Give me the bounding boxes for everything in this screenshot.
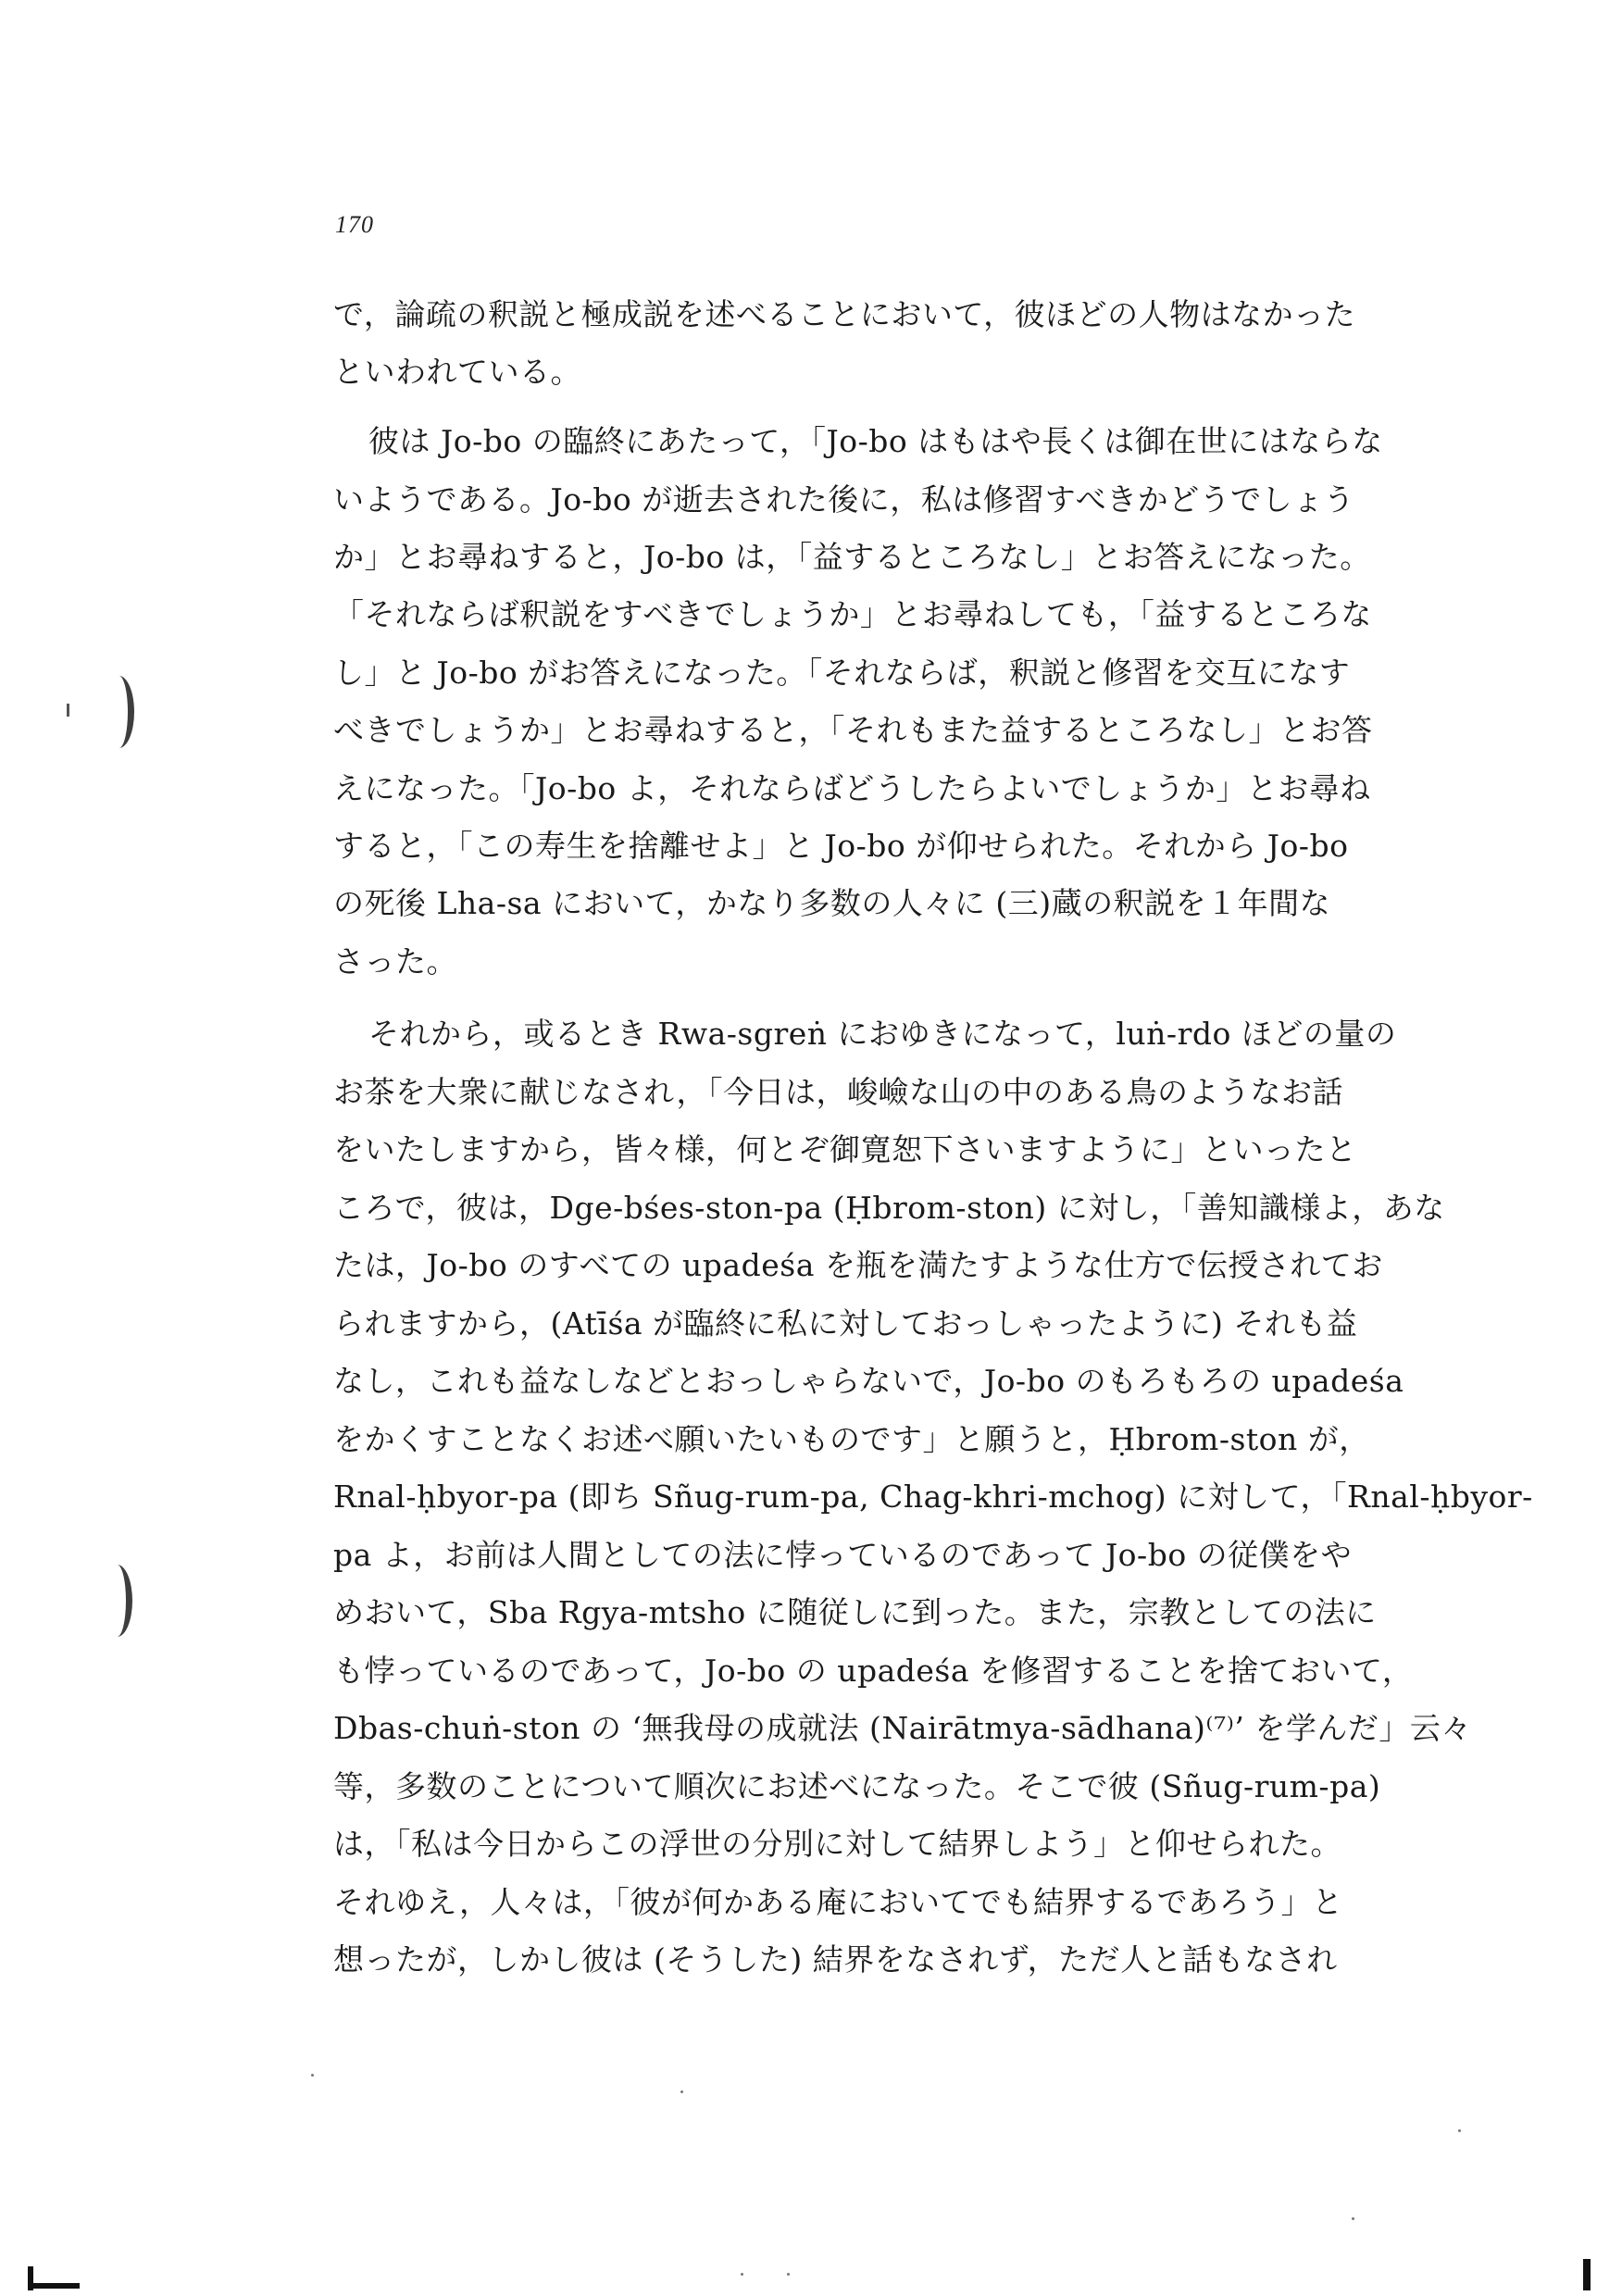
text-line: pa よ，お前は人間としての法に悖っているのであって Jo-bo の従僕をや xyxy=(333,1537,1353,1573)
text-line: か」とお尋ねすると，Jo-bo は，「益するところなし」とお答えになった。 xyxy=(333,539,1371,575)
text-line: 等，多数のことについて順次にお述べになった。そこで彼 (Sñug-rum-pa) xyxy=(333,1768,1381,1804)
text-line: ころで，彼は，Dge-bśes-ston-pa (Ḥbrom-ston) に対し，「善知識様よ，あな xyxy=(333,1190,1445,1226)
text-line: は，「私は今日からこの浮世の分別に対して結界しよう」と仰せられた。 xyxy=(333,1826,1341,1862)
text-line: Dbas-chuṅ-ston の ‘無我母の成就法 (Nairātmya-sādhana)⁽⁷⁾’ を学んだ」云々 xyxy=(333,1710,1472,1746)
scan-speck xyxy=(1458,2129,1461,2132)
text-line: いようである。Jo-bo が逝去された後に，私は修習すべきかどうでしょう xyxy=(333,481,1355,518)
scan-speck xyxy=(741,2273,743,2276)
scan-speck xyxy=(1352,2217,1354,2220)
text-line: それゆえ，人々は，「彼が何かある庵においてでも結界するであろう」と xyxy=(333,1884,1343,1920)
text-line: で，論疏の釈説と極成説を述べることにおいて，彼ほどの人物はなかった xyxy=(333,296,1356,332)
text-line: も悖っているのであって，Jo-bo の upadeśa を修習することを捨ておいて， xyxy=(333,1653,1414,1689)
scan-speck xyxy=(311,2074,314,2077)
text-line: Rnal-ḥbyor-pa (即ち Sñug-rum-pa, Chag-khri-mchog) に対して，「Rnal-ḥbyor- xyxy=(333,1479,1533,1515)
text-line: お茶を大衆に献じなされ，「今日は，峻嶮な山の中のある鳥のようなお話 xyxy=(333,1074,1343,1110)
text-line: すると，「この寿生を捨離せよ」と Jo-bo が仰せられた。それから Jo-bo xyxy=(333,828,1349,864)
scan-tick-mark xyxy=(67,704,69,717)
text-line: をかくすことなくお述べ願いたいものです」と願うと，Ḥbrom-ston が， xyxy=(333,1421,1370,1457)
scan-speck xyxy=(680,2090,683,2093)
text-line: えになった。「Jo-bo よ，それならばどうしたらよいでしょうか」とお尋ね xyxy=(333,770,1371,806)
text-line: をいたしますから，皆々様，何とぞ御寛恕下さいますように」といったと xyxy=(333,1131,1357,1167)
text-line: たは，Jo-bo のすべての upadeśa を瓶を満たすような仕方で伝授されてお xyxy=(333,1247,1383,1283)
scan-speck xyxy=(787,2273,790,2276)
scan-corner-blot xyxy=(1583,2259,1591,2290)
text-line: なし，これも益なしなどとおっしゃらないで，Jo-bo のもろもろの upadeśa xyxy=(333,1363,1404,1399)
binding-hole-mark xyxy=(102,1565,132,1637)
text-line: それから，或るとき Rwa-sgreṅ におゆきになって，luṅ-rdo ほどの量の xyxy=(368,1016,1397,1052)
text-line: 想ったが，しかし彼は (そうした) 結界をなされず，ただ人と話もなされ xyxy=(333,1941,1338,1978)
scan-corner-blot xyxy=(33,2283,80,2289)
text-line: 彼は Jo-bo の臨終にあたって，「Jo-bo はもはや長くは御在世にはならな xyxy=(368,423,1383,459)
text-line: さった。 xyxy=(333,943,457,980)
text-line: し」と Jo-bo がお答えになった。「それならば，釈説と修習を交互になす xyxy=(333,655,1351,691)
text-line: といわれている。 xyxy=(333,354,581,390)
text-line: の死後 Lha-sa において，かなり多数の人々に (三)蔵の釈説を１年間な xyxy=(333,885,1331,921)
binding-hole-mark xyxy=(104,676,134,748)
text-line: べきでしょうか」とお尋ねすると，「それもまた益するところなし」とお答 xyxy=(333,712,1373,748)
text-line: 「それならば釈説をすべきでしょうか」とお尋ねしても，「益するところな xyxy=(333,596,1372,632)
text-line: られますから，(Atīśa が臨終に私に対しておっしゃったように) それも益 xyxy=(333,1305,1358,1341)
page-number: 170 xyxy=(335,211,374,238)
text-line: めおいて，Sba Rgya-mtsho に随従しに到った。また，宗教としての法に xyxy=(333,1594,1377,1630)
